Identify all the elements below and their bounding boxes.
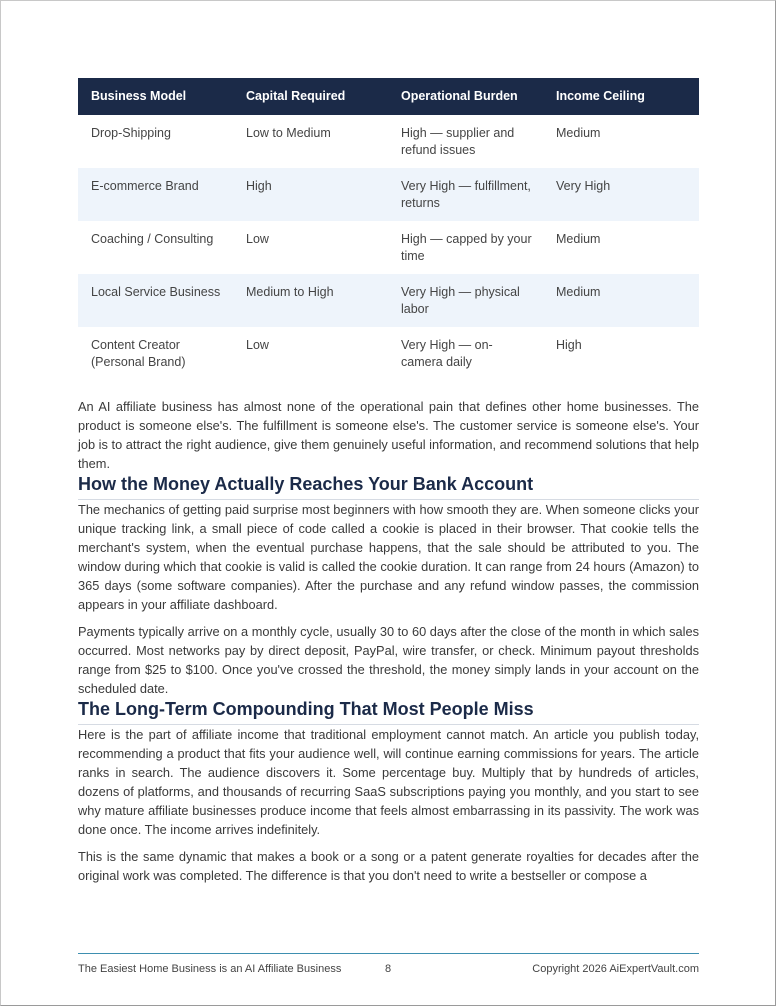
table-cell: Medium [543,274,699,327]
body-paragraph: Payments typically arrive on a monthly cycle, usually 30 to 60 days after the close of the month in which sales occurred. Most networks pay by direct deposit, PayPal, wire transfer, or check. Minimum payout thresholds range from $25 to $100. Once you've crossed the threshold, the money simply lands in your account on the scheduled date. [78,624,699,696]
section-heading-compounding: The Long-Term Compounding That Most People Miss [78,698,699,725]
body-paragraph: Here is the part of affiliate income that traditional employment cannot match. An article you publish today, recommending a product that fits your audience well, will continue earning commissions for years. The article ranks in search. The audience discovers it. Some percentage buy. Multiply that by hundreds of articles, dozens of platforms, and thousands of recurring SaaS subscriptions paying you monthly, and you start to see why mature affiliate businesses produce income that feels almost embarrassing in its passivity. The work was done once. The income arrives indefinitely. [78,727,699,837]
table-cell: Content Creator (Personal Brand) [91,338,186,369]
table-row [78,274,699,327]
business-model-comparison-table [78,78,699,380]
table-header-cell: Business Model [78,78,233,115]
table-cell: Very High — fulfillment, returns [388,168,543,221]
footer-copyright: Copyright 2026 AiExpertVault.com [532,963,699,975]
table-cell: High — supplier and refund issues [401,126,515,157]
table-cell: Low [246,232,269,246]
body-paragraph: This is the same dynamic that makes a book or a song or a patent generate royalties for decades after the original work was completed. The difference is that you don't need to write a bestseller or compose a [78,849,699,883]
table-header-cell: Income Ceiling [543,78,699,115]
footer-book-title: The Easiest Home Business is an AI Affiliate Business [78,963,342,975]
table-cell: High [233,168,388,221]
section-heading-money: How the Money Actually Reaches Your Bank Account [78,473,699,500]
table-header-cell: Capital Required [233,78,388,115]
table-cell: Local Service Business [78,274,233,327]
table-cell: Very High — on-camera daily [401,338,493,369]
table-cell: High [556,338,582,352]
table-cell: Very High [543,168,699,221]
table-row [78,115,699,168]
table-cell: Low [246,338,269,352]
table-cell: High — capped by your time [401,232,532,263]
table-cell: Medium [556,232,601,246]
table-cell: E-commerce Brand [78,168,233,221]
table-cell: Medium to High [233,274,388,327]
table-cell: Coaching / Consulting [91,232,214,246]
table-header-cell: Operational Burden [388,78,543,115]
page-number: 8 [385,963,392,975]
table-header-row [78,78,699,115]
table-row [78,221,699,274]
table-cell: Low to Medium [246,126,331,140]
table-cell: Very High — physical labor [388,274,543,327]
table-cell: Medium [556,126,601,140]
page-content [78,78,699,885]
intro-paragraph: An AI affiliate business has almost none of the operational pain that defines other home businesses. The product is someone else's. The fulfillment is someone else's. The customer service is someone else's. Your job is to attract the right audience, give them genuinely useful information, and recommend solutions that help them. [78,399,699,471]
body-paragraph: The mechanics of getting paid surprise most beginners with how smooth they are. When someone clicks your unique tracking link, a small piece of code called a cookie is placed in their browser. That cookie tells the merchant's system, when the eventual purchase happens, that the sale should be attributed to you. The window during which that cookie is valid is called the cookie duration. It can range from 24 hours (Amazon) to 365 days (some software companies). After the purchase and any refund window passes, the commission appears in your affiliate dashboard. [78,502,699,612]
table-row [78,168,699,221]
table-row [78,327,699,380]
footer-divider [78,953,699,954]
table-cell: Drop-Shipping [91,126,171,140]
